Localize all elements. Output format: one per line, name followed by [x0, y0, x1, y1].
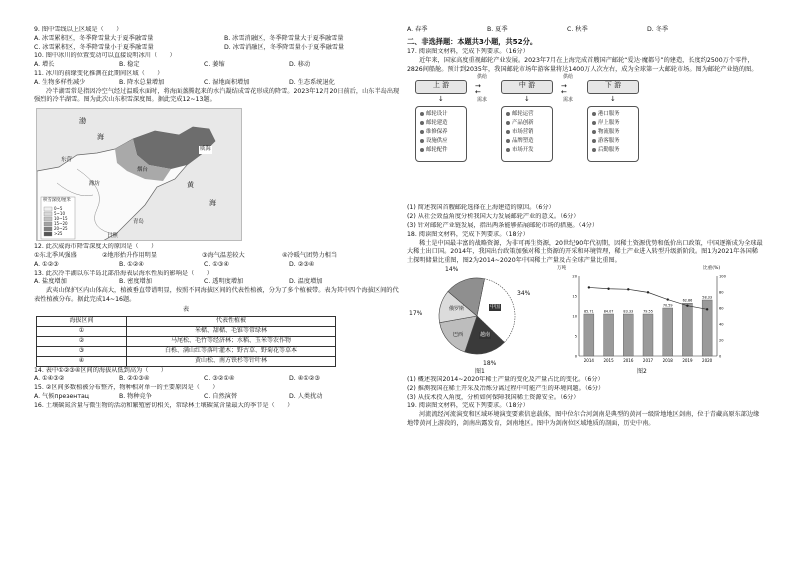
bar-2017: [643, 314, 653, 356]
bullet-icon: [420, 139, 424, 143]
demand-label-2: 需求: [563, 97, 574, 104]
q12-choice-d[interactable]: D. ②③④: [289, 260, 315, 268]
midstream-item: 市场开发: [506, 146, 548, 155]
vegetation-table: [36, 316, 336, 367]
upstream-item: 设施供应: [420, 137, 462, 146]
supply-label-2: 供给: [563, 74, 574, 81]
map-legend-item-4: 15~20: [54, 221, 68, 227]
table-header-vegetation: 代表性植被: [127, 316, 336, 326]
bar-data-label: 58.33: [702, 295, 713, 300]
q12-statement-1: ①东北季风强盛: [34, 251, 77, 259]
map-legend-item-3: 10~15: [54, 216, 68, 222]
q12-choice-b[interactable]: B. ①②④: [119, 260, 144, 268]
upstream-item: 邮轮建造: [420, 119, 462, 128]
x-tick-label: 2018: [662, 357, 673, 363]
legend-swatch-1: [44, 207, 52, 211]
q12-statement-3: ③海气温差较大: [202, 251, 245, 259]
map-label-yantai: 烟台: [137, 167, 148, 174]
q11-option-a[interactable]: A. 生物多样性减少: [34, 78, 86, 86]
q12-choice-a[interactable]: A. ①②③: [34, 260, 59, 268]
y2-tick-label: 60: [719, 306, 724, 311]
bar-2014: [584, 314, 594, 356]
y-tick-label: 10: [572, 314, 577, 319]
table-row: [37, 346, 336, 356]
q14-option-c[interactable]: C. ③②①④: [204, 375, 235, 383]
map-label-huang: 黄: [187, 181, 194, 190]
passage-snow: 冷半湖雪常是指因冷空气经过温暖水面时，将海面蒸腾起来的水汽凝结成雪花形成的降雪。2023年12月20日前后，山东半岛出现强烈的冷半湖雪。图为此次山东积雪深度图。据此完成12~13题。: [34, 87, 400, 104]
bar-2018: [663, 308, 673, 356]
q18-sub-3: (3) 从技术投入角度，分析如何保障我国稀土资源安全。（6分）: [407, 393, 580, 401]
q14-stem: 14. 表中①②③④区间的海拔从低到高为（ ）: [34, 366, 167, 374]
pie-slices: [439, 278, 515, 354]
bar-y-label: 万吨: [557, 265, 567, 271]
arrow-down-icon: ↓: [610, 95, 616, 104]
q14-option-a[interactable]: A. ①④③②: [34, 375, 65, 383]
table-cell-zone: ②: [37, 336, 127, 346]
downstream-item: 游客服务: [592, 137, 634, 146]
upstream-item: 维修保养: [420, 128, 462, 137]
bar-2015: [604, 314, 614, 356]
q13-stem: 13. 此次冷半湖以东半岛北部沿海表层海水性质的影响是（ ）: [34, 269, 213, 277]
q9-option-d[interactable]: D. 冰雪消融区，冬季降雪量小于夏季融雪量: [224, 43, 345, 51]
pie-label-vietnam: 越南: [480, 331, 491, 338]
right-column: [407, 26, 763, 429]
line-point-2016: [627, 288, 629, 290]
demand-label-1: 需求: [477, 97, 488, 104]
q15-options: [34, 393, 404, 402]
arrow-left-icon: ←: [475, 88, 481, 97]
upstream-box: [415, 106, 467, 162]
pie-label-china: 中国: [490, 303, 501, 310]
q10-option-b[interactable]: B. 稳定: [119, 61, 140, 69]
pie-chart: [427, 265, 527, 364]
pie-pct-russia: 14%: [445, 265, 459, 273]
bullet-icon: [506, 130, 510, 134]
figure-1-caption: 图1: [475, 367, 485, 375]
map-label-hai2: 海: [209, 199, 216, 208]
section-2-heading: 二、非选择题：本题共3小题，共52分。: [407, 36, 538, 46]
bar-data-label: 83.33: [623, 309, 634, 314]
y2-tick-label: 100: [719, 274, 726, 279]
table-header-altitude: 海拔区间: [37, 316, 127, 326]
legend-swatch-3: [44, 217, 52, 221]
q9-option-c[interactable]: C. 冰雪累积区，冬季降雪量小于夏季融雪量: [34, 43, 154, 51]
line-point-2015: [607, 288, 609, 290]
pie-pct-brazil: 17%: [409, 309, 423, 317]
q16-option-a[interactable]: A. 春季: [407, 26, 428, 33]
q19-stem: 19. 阅读图文材料，完成下列要求。（18分）: [407, 402, 529, 410]
bar-data-label: 84.07: [603, 309, 614, 314]
bar-data-label: 85.71: [583, 309, 594, 314]
bullet-icon: [420, 130, 424, 134]
midstream-item: 市场营销: [506, 128, 548, 137]
map-label-weifang: 潍坊: [89, 181, 100, 188]
map-legend-title: 积雪深度/厘米: [43, 198, 71, 204]
table-row: [37, 356, 336, 366]
table-cell-zone: ③: [37, 346, 127, 356]
line-point-2017: [647, 291, 649, 293]
q12-statement-4: ④冷暖气团势力相当: [282, 251, 338, 259]
q9-options-ab: [34, 35, 404, 44]
q11-stem: 11. 冰川的前缘变化推测在此期间区域（ ）: [34, 69, 164, 77]
y-tick-label: 5: [574, 334, 577, 339]
x-tick-label: 2019: [682, 357, 693, 363]
arrow-down-icon: ↓: [524, 95, 530, 104]
y2-tick-label: 0: [719, 354, 722, 359]
snow-depth-map: [36, 108, 242, 241]
line-point-2018: [667, 298, 669, 300]
table-cell-vegetation: 白栎、满山红等落叶灌木；野古草、野菊花等草本: [127, 346, 336, 356]
q17-stem: 17. 阅读图文材料，完成下列要求。（16分）: [407, 48, 529, 56]
bullet-icon: [420, 148, 424, 152]
bar-data-label: 79.55: [643, 309, 653, 314]
q12-statements: [34, 252, 404, 261]
bullet-icon: [592, 130, 596, 134]
table-header-row: [37, 316, 336, 326]
q15-option-a[interactable]: A. 气候презентац: [34, 392, 89, 400]
passage-wuyishan: 武夷山保护区内山体高大，植被垂直带谱明显，按照不同海拔区间的代表性植被，分为了多个植被带。表为其中四个海拔区间的代表性植被分布。据此完成14~16题。: [34, 287, 399, 303]
q9-option-a[interactable]: A. 冰雪累积区，冬季降雪量大于夏季融雪量: [34, 34, 154, 42]
map-label-qingdao: 青岛: [133, 219, 144, 226]
q18-stem: 18. 阅读图文材料，完成下列要求。（18分）: [407, 230, 529, 238]
q18-sub-1: (1) 概述我国2014~2020年稀土产量的变化及产量占比的变化。（6分）: [407, 375, 604, 383]
bullet-icon: [506, 139, 510, 143]
table-cell-zone: ④: [37, 356, 127, 366]
q12-stem: 12. 此次威海市降雪深度大的原因是（ ）: [34, 243, 158, 251]
bar-2019: [682, 303, 692, 356]
q16-option-b[interactable]: B. 夏季: [487, 26, 508, 33]
map-label-bohai: 渤: [79, 117, 86, 126]
y-tick-label: 0: [574, 354, 577, 359]
q12-statement-2: ②地形抬升作用明显: [102, 251, 158, 259]
q9-options-cd: [34, 44, 404, 53]
q17-passage: 近年来，国家高度重视邮轮产业发展。2023年7月在上海完成首艘国产邮轮“爱达·魔都号”的建造，长度约2500万个零件，2826间船舱。预计到2035年，我国邮轮市场年游客量将达1400万人次左右，成为全球第一大邮轮市场。图为邮轮产业链的图。: [407, 56, 758, 73]
bullet-icon: [506, 121, 510, 125]
table-row: [37, 336, 336, 346]
table-cell-vegetation: 米槠、甜槠、毛锥等常绿林: [127, 326, 336, 336]
q15-option-d[interactable]: D. 人类扰动: [289, 392, 323, 400]
map-legend-item-2: 5~10: [54, 211, 65, 217]
upstream-title: 上 游: [415, 80, 467, 94]
upstream-item: 邮轮配件: [420, 146, 462, 155]
downstream-box: [587, 106, 639, 162]
figure-2-caption: 图2: [637, 367, 647, 375]
q10-option-c[interactable]: C. 萎缩: [204, 61, 225, 69]
table-caption: 表: [182, 305, 190, 313]
q9-option-b[interactable]: B. 冰雪消融区，冬季降雪量大于夏季融雪量: [224, 34, 344, 42]
arrow-down-icon: ↓: [438, 95, 444, 104]
q16-stem: 16. 土壤碳氮含量与微生物的活动和繁殖密切相关，常绿林土壤碳氮含量最大的季节是（ ）: [34, 401, 294, 409]
arrow-right-icon: →: [561, 82, 567, 91]
q15-stem: 15. ②区间多数植被分布整齐，物种相对单一的主要原因是（ ）: [34, 384, 219, 392]
arrow-left-icon: ←: [561, 88, 567, 97]
q18-passage: 稀土是中国最丰富的战略资源，为非可再生资源，20世纪90年代初期，因稀土资源优势和低价出口政策，中国逐渐成为全球最大稀土出口国。2014年，我国出台政策加强对稀土资源的开采和环境管理，稀土产业进入转型升级新阶段。图1为2021年各国稀土探明储量比重图，图2为2014~2020年中国稀土产量及占全球产量比重图。: [407, 239, 763, 265]
bullet-icon: [592, 112, 596, 116]
pie-pct-china: 34%: [517, 289, 531, 297]
x-tick-label: 2020: [702, 357, 713, 363]
table-cell-zone: ①: [37, 326, 127, 336]
map-label-hai1: 海: [97, 133, 104, 142]
cruise-industry-chain-diagram: [413, 76, 641, 201]
q17-sub-2: (2) 从社会效益角度分析我国大力发展邮轮产业的意义。（6分）: [407, 213, 580, 221]
map-legend-item-6: >25: [54, 231, 63, 237]
midstream-item: 邮轮运营: [506, 110, 548, 119]
q11-option-c[interactable]: C. 湿地面积增加: [204, 78, 250, 86]
bar-data-label: 62.86: [682, 298, 693, 303]
legend-swatch-2: [44, 212, 52, 216]
q16-option-c[interactable]: C. 秋季: [567, 26, 588, 33]
x-tick-label: 2014: [583, 357, 594, 363]
q13-option-c[interactable]: C. 透明度增加: [204, 278, 244, 286]
midstream-box: [501, 106, 553, 162]
x-tick-label: 2017: [642, 357, 654, 363]
rare-earth-figures: [407, 265, 763, 376]
q10-stem: 10. 图中冰川的位置变动可以直接说明冰川（ ）: [34, 52, 176, 60]
supply-label-1: 供给: [477, 74, 488, 81]
downstream-item: 物流服务: [592, 128, 634, 137]
q11-option-b[interactable]: B. 降水总量增加: [119, 78, 165, 86]
q14-option-d[interactable]: D. ④①②③: [289, 375, 320, 383]
bullet-icon: [592, 139, 596, 143]
q10-option-a[interactable]: A. 增长: [34, 61, 55, 69]
midstream-item: 品牌塑造: [506, 137, 548, 146]
legend-swatch-4: [44, 222, 52, 226]
q11-option-d[interactable]: D. 生态系统退化: [289, 78, 335, 86]
table-cell-vegetation: 黄山松、南方铁杉等针叶林: [127, 356, 336, 366]
q12-choice-c[interactable]: C. ①③④: [204, 260, 229, 268]
map-label-dongying: 东营: [61, 157, 72, 164]
y-tick-label: 15: [572, 294, 577, 299]
map-label-weihai: 威海: [200, 146, 211, 153]
legend-swatch-5: [44, 227, 52, 231]
upstream-item: 邮轮设计: [420, 110, 462, 119]
q13-option-a[interactable]: A. 盐度增加: [34, 278, 67, 286]
left-column: [34, 26, 404, 411]
midstream-title: 中 游: [501, 80, 553, 94]
map-label-rizhao: 日照: [107, 233, 118, 240]
bullet-icon: [420, 121, 424, 125]
q9-stem: 9. 图中雪线以上区域是（ ）: [34, 26, 123, 33]
q16-option-d[interactable]: D. 冬季: [647, 26, 669, 33]
line-point-2020: [706, 308, 708, 310]
legend-swatch-6: [44, 232, 52, 236]
pie-label-brazil: 巴西: [453, 331, 464, 338]
x-tick-label: 2016: [623, 357, 634, 363]
bullet-icon: [592, 148, 596, 152]
q13-option-d[interactable]: D. 温度增加: [289, 278, 323, 286]
x-tick-label: 2015: [603, 357, 614, 363]
y2-tick-label: 80: [719, 290, 724, 295]
q15-option-c[interactable]: C. 自然演替: [204, 392, 238, 400]
arrow-right-icon: →: [475, 82, 481, 91]
bar-line-chart: [557, 265, 727, 372]
line-point-2019: [686, 304, 688, 306]
q13-option-b[interactable]: B. 密度增加: [119, 278, 152, 286]
table-row: [37, 326, 336, 336]
y2-tick-label: 40: [719, 322, 724, 327]
q11-options: [34, 79, 404, 88]
y2-tick-label: 20: [719, 338, 724, 343]
y-tick-label: 20: [572, 274, 577, 279]
bullet-icon: [506, 148, 510, 152]
pie-pct-vietnam: 18%: [483, 359, 497, 367]
bullet-icon: [506, 112, 510, 116]
bullet-icon: [420, 112, 424, 116]
bar-data-label: 70.59: [662, 303, 673, 308]
q14-option-b[interactable]: B. ②①③④: [119, 375, 150, 383]
q10-options: [34, 61, 404, 70]
downstream-item: 岸上服务: [592, 119, 634, 128]
bullet-icon: [592, 121, 596, 125]
line-point-2014: [588, 286, 590, 288]
downstream-title: 下 游: [587, 80, 639, 94]
midstream-item: 产品创新: [506, 119, 548, 128]
table-cell-vegetation: 马尾松、毛竹等经济林；水稻、玉米等农作物: [127, 336, 336, 346]
map-legend-item-5: 20~25: [54, 226, 68, 232]
q16-options: [407, 26, 763, 35]
q12-choices: [34, 261, 404, 270]
q18-sub-2: (2) 推测我国在稀土开采及冶炼分离过程中可能产生的环境问题。（6分）: [407, 384, 605, 392]
q10-option-d[interactable]: D. 移动: [289, 61, 311, 69]
bar-y2-label: 比重(%): [703, 265, 721, 271]
bar-2016: [623, 314, 633, 356]
q19-passage: 河流流经河流演变和区域环境演变要素信息载体，图中位尔合河剑南是典型的黄河一级阶地地区剑南，位于青藏高原东部边缘地带黄河上游段的，剑南出露发育，剑南地区。图中为剑南位区域地质的剖面，历史中南。: [407, 411, 760, 427]
map-legend-item-1: 0~5: [54, 206, 63, 212]
downstream-item: 港口服务: [592, 110, 634, 119]
q17-sub-3: (3) 针对邮轮产业链发展，指出两条能够拓展邮轮市场的措施。（4分）: [407, 222, 599, 229]
q17-sub-1: (1) 简述我国首艘邮轮选择在上海建造的原因。（6分）: [407, 204, 555, 212]
downstream-item: 后勤服务: [592, 146, 634, 155]
q15-option-b[interactable]: B. 物种竞争: [119, 392, 152, 400]
q13-options: [34, 278, 404, 287]
pie-label-russia: 俄罗斯: [449, 305, 465, 312]
q14-options: [34, 375, 404, 384]
